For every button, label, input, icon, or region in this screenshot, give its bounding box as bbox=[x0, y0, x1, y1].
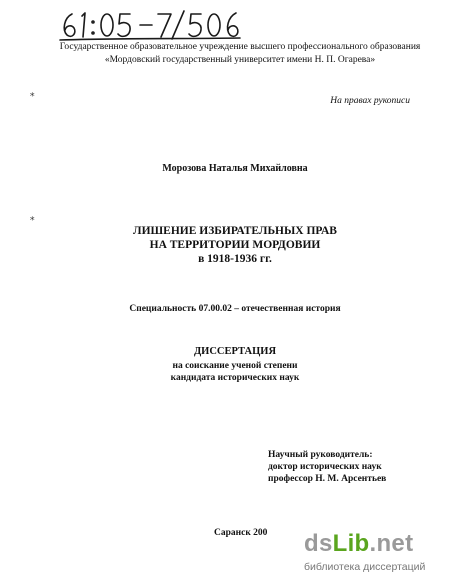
institution-line-1: Государственное образовательное учреждение высшего профессионального образования bbox=[59, 42, 421, 52]
watermark-logo-part: .net bbox=[369, 530, 414, 557]
dissertation-heading: ДИССЕРТАЦИЯ bbox=[193, 346, 277, 357]
watermark-logo-part: ds bbox=[304, 530, 333, 557]
watermark-logo-part: Lib bbox=[332, 530, 370, 557]
watermark-logo bbox=[304, 530, 413, 558]
degree-line-1: на соискание ученой степени bbox=[172, 361, 298, 371]
degree-line-2: кандидата исторических наук bbox=[170, 373, 300, 383]
title-line-3: в 1918-1936 гг. bbox=[198, 253, 272, 265]
supervisor-label: Научный руководитель: bbox=[268, 450, 373, 460]
rights-notice: На правах рукописи bbox=[330, 96, 410, 106]
handwritten-number-drawing bbox=[58, 8, 243, 42]
scan-speck-mark: ⁎ bbox=[30, 212, 35, 222]
title-line-1: ЛИШЕНИЕ ИЗБИРАТЕЛЬНЫХ ПРАВ bbox=[133, 225, 337, 237]
institution-line-2: «Мордовский государственный университет имени Н. П. Огарева» bbox=[104, 55, 376, 65]
city-year: Саранск 200 bbox=[214, 528, 268, 538]
scan-speck-mark: ⁎ bbox=[30, 88, 35, 98]
supervisor-name: профессор Н. М. Арсентьев bbox=[268, 474, 387, 484]
watermark-subtitle: библиотека диссертаций bbox=[304, 561, 426, 573]
author-name: Морозова Наталья Михайловна bbox=[162, 163, 308, 174]
watermark bbox=[300, 530, 446, 578]
specialty-line: Специальность 07.00.02 – отечественная история bbox=[129, 304, 341, 314]
title-line-2: НА ТЕРРИТОРИИ МОРДОВИИ bbox=[149, 239, 321, 251]
supervisor-degree: доктор исторических наук bbox=[268, 462, 382, 472]
handwritten-archive-number bbox=[58, 8, 243, 42]
